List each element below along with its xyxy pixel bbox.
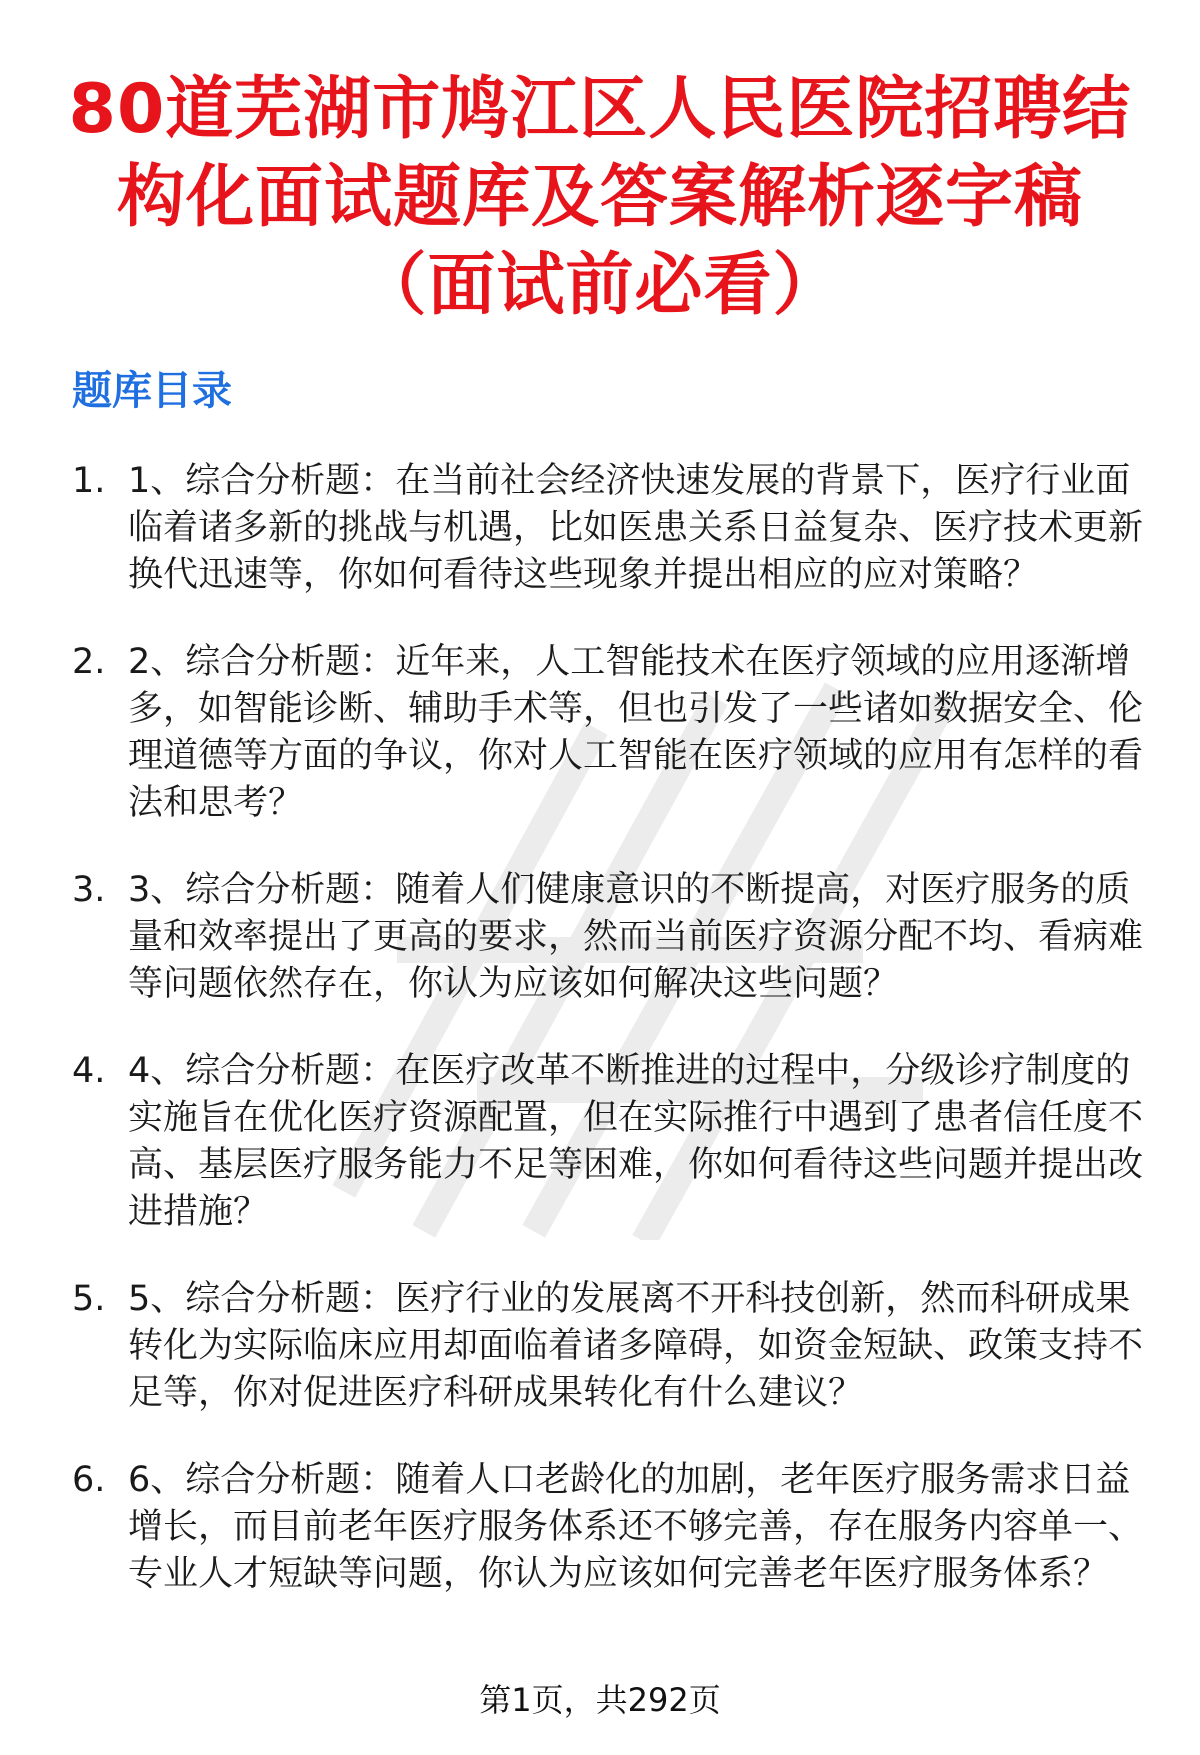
item-text: 3、综合分析题：随着人们健康意识的不断提高，对医疗服务的质量和效率提出了更高的要求，然而当前医疗资源分配不均、看病难等问题依然存在，你认为应该如何解决这些问题？ bbox=[128, 870, 1144, 1004]
item-text: 2、综合分析题：近年来，人工智能技术在医疗领域的应用逐渐增多，如智能诊断、辅助手术等，但也引发了一些诸如数据安全、伦理道德等方面的争议，你对人工智能在医疗领域的应用有怎样的看法和思考？ bbox=[128, 642, 1144, 823]
item-text: 4、综合分析题：在医疗改革不断推进的过程中，分级诊疗制度的实施旨在优化医疗资源配置，但在实际推行中遇到了患者信任度不高、基层医疗服务能力不足等困难，你如何看待这些问题并提出改进措施？ bbox=[128, 1051, 1144, 1232]
question-list bbox=[72, 458, 1162, 1638]
toc-heading: 题库目录 bbox=[72, 368, 232, 414]
list-item bbox=[72, 639, 1162, 827]
item-number: 2. bbox=[72, 642, 106, 682]
list-item bbox=[72, 1048, 1162, 1236]
title-line-2: 构化面试题库及答案解析逐字稿 bbox=[116, 158, 1083, 237]
title-line-3: （面试前必看） bbox=[358, 246, 842, 325]
list-item bbox=[72, 458, 1162, 599]
page-footer: 第1页，共292页 bbox=[479, 1681, 721, 1719]
document-title bbox=[60, 66, 1140, 330]
item-text: 5、综合分析题：医疗行业的发展离不开科技创新，然而科研成果转化为实际临床应用却面临着诸多障碍，如资金短缺、政策支持不足等，你对促进医疗科研成果转化有什么建议？ bbox=[128, 1279, 1144, 1413]
list-item bbox=[72, 1457, 1162, 1598]
item-number: 3. bbox=[72, 870, 106, 910]
list-item bbox=[72, 1276, 1162, 1417]
item-text: 6、综合分析题：随着人口老龄化的加剧，老年医疗服务需求日益增长，而目前老年医疗服务体系还不够完善，存在服务内容单一、专业人才短缺等问题，你认为应该如何完善老年医疗服务体系？ bbox=[128, 1460, 1144, 1594]
item-number: 1. bbox=[72, 461, 106, 501]
item-text: 1、综合分析题：在当前社会经济快速发展的背景下，医疗行业面临着诸多新的挑战与机遇，比如医患关系日益复杂、医疗技术更新换代迅速等，你如何看待这些现象并提出相应的应对策略？ bbox=[128, 461, 1144, 595]
title-line-1: 80道芜湖市鸠江区人民医院招聘结 bbox=[68, 70, 1132, 149]
item-number: 4. bbox=[72, 1051, 106, 1091]
item-number: 6. bbox=[72, 1460, 106, 1500]
list-item bbox=[72, 867, 1162, 1008]
item-number: 5. bbox=[72, 1279, 106, 1319]
